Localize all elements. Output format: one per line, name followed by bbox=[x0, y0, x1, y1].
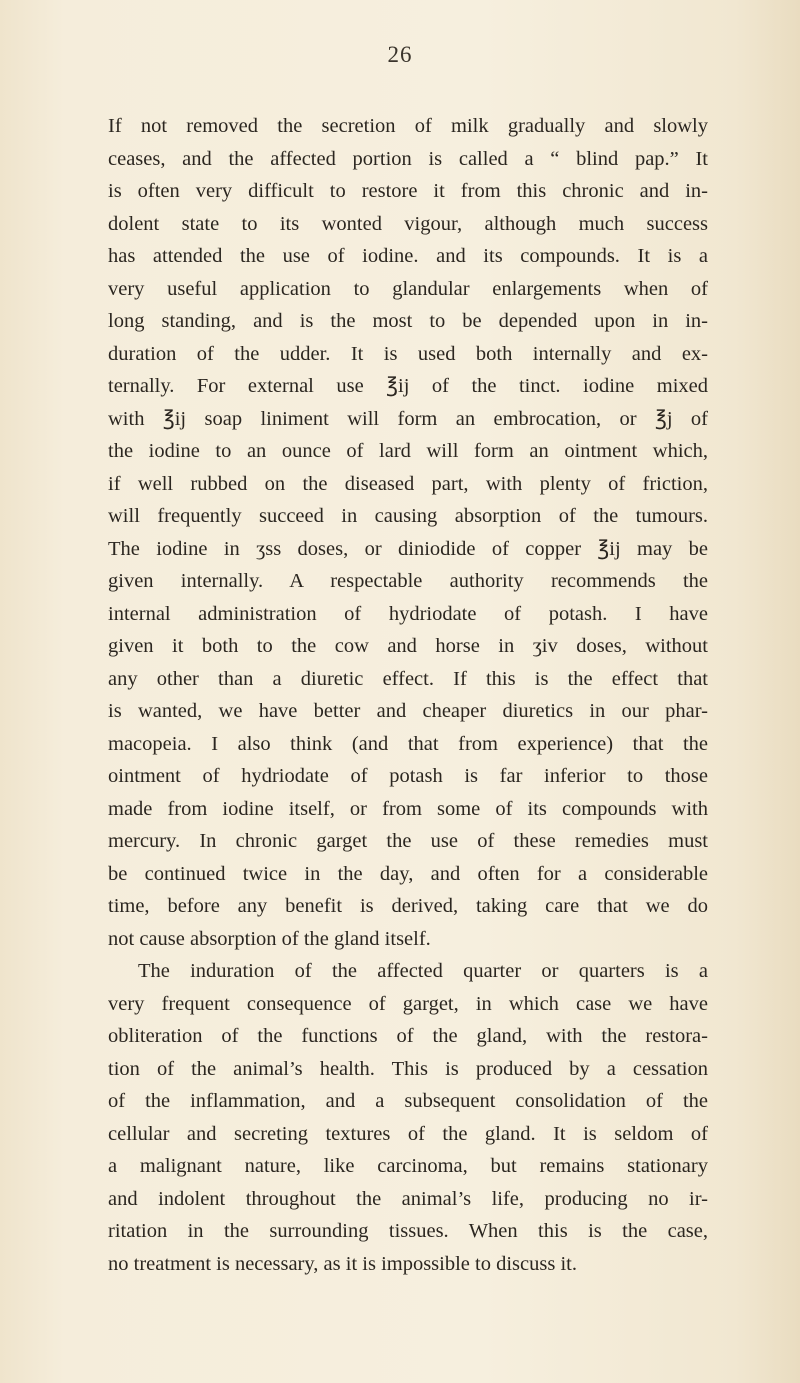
text-line: The iodine in ʒss doses, or diniodide of copper ℥ij may be bbox=[108, 537, 708, 560]
text-line: cellular and secreting textures of the gland. It is seldom of bbox=[108, 1122, 708, 1145]
text-line: the iodine to an ounce of lard will form an ointment which, bbox=[108, 440, 708, 462]
text-line: obliteration of the functions of the gland, with the restora- bbox=[108, 1025, 708, 1047]
text-line: with ℥ij soap liniment will form an embrocation, or ℥j of bbox=[108, 407, 708, 430]
text-line: of the inflammation, and a subsequent consolidation of the bbox=[108, 1090, 708, 1112]
text-line: mercury. In chronic garget the use of these remedies must bbox=[108, 830, 708, 852]
text-line: any other than a diuretic effect. If this is the effect that bbox=[108, 667, 708, 690]
text-line: tion of the animal’s health. This is produced by a cessation bbox=[108, 1057, 708, 1080]
text-line: if well rubbed on the diseased part, with plenty of friction, bbox=[108, 472, 708, 495]
text-line: time, before any benefit is derived, taking care that we do bbox=[108, 895, 708, 917]
text-line: ternally. For external use ℥ij of the tinct. iodine mixed bbox=[108, 375, 708, 397]
text-line: is often very difficult to restore it from this chronic and in- bbox=[108, 180, 708, 202]
text-line: made from iodine itself, or from some of its compounds with bbox=[108, 797, 708, 820]
text-line: has attended the use of iodine. and its compounds. It is a bbox=[108, 245, 708, 267]
text-line: and indolent throughout the animal’s life, producing no ir- bbox=[108, 1187, 708, 1210]
text-line: is wanted, we have better and cheaper diuretics in our phar- bbox=[108, 700, 708, 722]
text-line: dolent state to its wonted vigour, although much success bbox=[108, 212, 708, 235]
text-line: given internally. A respectable authority recommends the bbox=[108, 570, 708, 592]
text-line: very useful application to glandular enlargements when of bbox=[108, 277, 708, 300]
text-line: given it both to the cow and horse in ʒiv doses, without bbox=[108, 635, 708, 657]
text-line: ceases, and the affected portion is called a “ blind pap.” It bbox=[108, 147, 708, 170]
text-line: ritation in the surrounding tissues. When this is the case, bbox=[108, 1220, 708, 1242]
text-line: be continued twice in the day, and often for a considerable bbox=[108, 862, 708, 885]
text-line: no treatment is necessary, as it is impossible to discuss it. bbox=[108, 1252, 577, 1275]
text-line: internal administration of hydriodate of potash. I have bbox=[108, 602, 708, 625]
text-line: not cause absorption of the gland itself. bbox=[108, 927, 431, 950]
text-line: a malignant nature, like carcinoma, but remains stationary bbox=[108, 1155, 708, 1177]
text-line: If not removed the secretion of milk gradually and slowly bbox=[108, 115, 708, 137]
text-line: The induration of the affected quarter or quarters is a bbox=[138, 960, 708, 982]
page-number: 26 bbox=[387, 42, 413, 67]
text-line: long standing, and is the most to be depended upon in in- bbox=[108, 310, 708, 332]
text-line: very frequent consequence of garget, in which case we have bbox=[108, 992, 708, 1015]
body-text bbox=[108, 110, 708, 1280]
text-line: ointment of hydriodate of potash is far inferior to those bbox=[108, 765, 708, 787]
text-line: macopeia. I also think (and that from experience) that the bbox=[108, 732, 708, 755]
text-line: will frequently succeed in causing absorption of the tumours. bbox=[108, 505, 708, 527]
text-line: duration of the udder. It is used both internally and ex- bbox=[108, 342, 708, 365]
